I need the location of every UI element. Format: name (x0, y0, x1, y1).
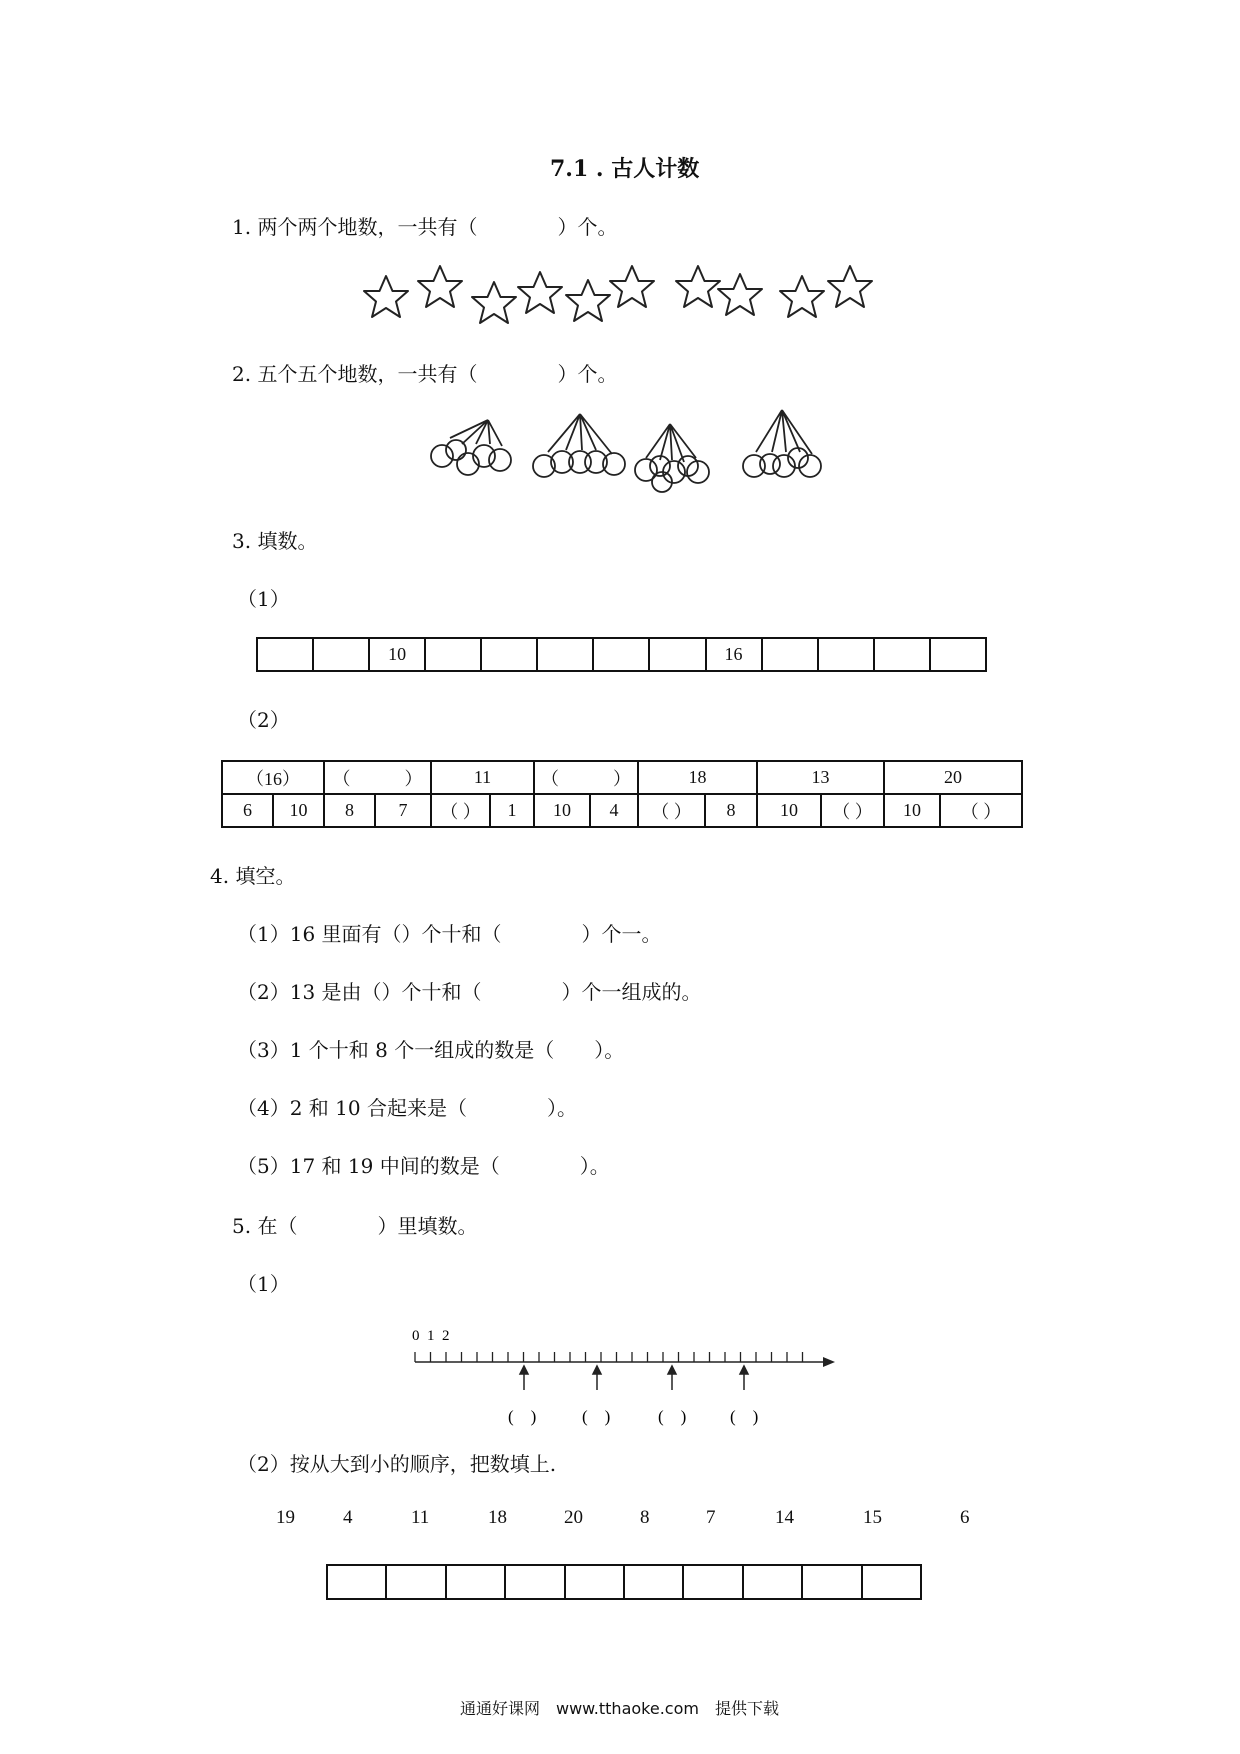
question-3-part-2-label: （2） (237, 708, 290, 732)
star-icon (828, 266, 872, 307)
number-line-label: 1 (427, 1328, 435, 1344)
answer-cell[interactable] (446, 1565, 505, 1599)
answer-cell[interactable] (565, 1565, 624, 1599)
question-4-item: （4）2 和 10 合起来是（ ）。 (237, 1096, 577, 1120)
answer-cell[interactable] (862, 1565, 921, 1599)
star-icon (610, 266, 654, 307)
sequence-cell: 10 (369, 638, 425, 671)
star-icon (780, 276, 824, 317)
composition-part-cell: 10 (273, 794, 324, 827)
composition-part-cell: 4 (590, 794, 638, 827)
number-line-label: 2 (442, 1328, 450, 1344)
sequence-cell[interactable] (537, 638, 593, 671)
composition-part-cell[interactable]: （ ） (431, 794, 490, 827)
number-line (410, 1322, 840, 1442)
cherry-bunch-icon (743, 410, 821, 477)
composition-total-cell[interactable]: （ ） (324, 761, 431, 794)
cherry-bunch-icon (431, 420, 511, 475)
answer-cell[interactable] (743, 1565, 802, 1599)
sequence-cell[interactable] (762, 638, 818, 671)
cherries-illustration (420, 410, 840, 510)
number-item: 11 (411, 1507, 430, 1528)
sequence-cell[interactable] (425, 638, 481, 671)
number-item: 7 (706, 1507, 716, 1528)
question-5-part-2: （2）按从大到小的顺序，把数填上. (237, 1452, 557, 1476)
number-line-blank[interactable]: ( ) (730, 1407, 759, 1426)
number-item: 4 (343, 1507, 353, 1528)
sequence-cell[interactable] (649, 638, 705, 671)
star-icon (566, 280, 610, 321)
sequence-cell[interactable] (313, 638, 369, 671)
composition-part-cell: 8 (705, 794, 757, 827)
sequence-cell[interactable] (930, 638, 986, 671)
number-item: 6 (960, 1507, 970, 1528)
question-5: 5. 在（ ）里填数。 (232, 1214, 478, 1238)
number-item: 14 (775, 1507, 794, 1528)
composition-part-cell: 8 (324, 794, 375, 827)
composition-total-cell: 20 (884, 761, 1022, 794)
composition-part-cell[interactable]: （ ） (638, 794, 705, 827)
question-2: 2. 五个五个地数，一共有（ ）个。 (232, 362, 618, 386)
star-icon (718, 274, 762, 315)
composition-part-cell: 6 (222, 794, 273, 827)
answer-cell[interactable] (505, 1565, 564, 1599)
number-item: 20 (564, 1507, 583, 1528)
page-footer: 通通好课网 www.tthaoke.com 提供下载 (460, 1699, 779, 1718)
number-composition-table (221, 760, 1023, 828)
number-sequence-table (256, 637, 987, 672)
composition-part-cell: 7 (375, 794, 431, 827)
sequence-cell[interactable] (874, 638, 930, 671)
number-item: 15 (863, 1507, 882, 1528)
stars-illustration (350, 262, 870, 342)
question-1: 1. 两个两个地数，一共有（ ）个。 (232, 215, 618, 239)
sequence-cell[interactable] (481, 638, 537, 671)
composition-part-cell: 1 (490, 794, 534, 827)
composition-total-cell: 11 (431, 761, 534, 794)
sequence-cell[interactable] (818, 638, 874, 671)
question-4-item: （2）13 是由（）个十和（ ）个一组成的。 (237, 980, 702, 1004)
composition-part-cell: 10 (757, 794, 821, 827)
number-line-label: 0 (412, 1328, 420, 1344)
number-line-blank[interactable]: ( ) (508, 1407, 537, 1426)
sequence-cell: 16 (706, 638, 762, 671)
cherry-bunch-icon (635, 424, 709, 492)
number-item: 19 (276, 1507, 295, 1528)
composition-total-cell: 18 (638, 761, 757, 794)
star-icon (518, 272, 562, 313)
star-icon (364, 276, 408, 317)
composition-part-cell: 10 (884, 794, 940, 827)
star-icon (676, 266, 720, 307)
answer-cell[interactable] (386, 1565, 445, 1599)
composition-part-cell: 10 (534, 794, 590, 827)
sequence-cell[interactable] (257, 638, 313, 671)
star-icon (418, 266, 462, 307)
question-4-item: （5）17 和 19 中间的数是（ ）。 (237, 1154, 610, 1178)
composition-part-cell[interactable]: （ ） (940, 794, 1022, 827)
answer-cell[interactable] (327, 1565, 386, 1599)
number-item: 18 (488, 1507, 507, 1528)
answer-cell[interactable] (683, 1565, 742, 1599)
question-5-part-1-label: （1） (237, 1272, 290, 1296)
answer-cell[interactable] (624, 1565, 683, 1599)
question-4-item: （3）1 个十和 8 个一组成的数是（ ）。 (237, 1038, 625, 1062)
number-line-blank[interactable]: ( ) (582, 1407, 611, 1426)
question-3: 3. 填数。 (232, 529, 318, 553)
answer-order-table (326, 1564, 922, 1600)
star-icon (472, 282, 516, 323)
composition-total-cell[interactable]: （ ） (534, 761, 638, 794)
composition-total-cell: 13 (757, 761, 884, 794)
page-title: 7.1 . 古人计数 (550, 156, 700, 182)
question-4: 4. 填空。 (210, 864, 296, 888)
answer-cell[interactable] (802, 1565, 861, 1599)
number-line-blank[interactable]: ( ) (658, 1407, 687, 1426)
question-3-part-1-label: （1） (237, 587, 290, 611)
composition-part-cell[interactable]: （ ） (821, 794, 884, 827)
composition-total-cell: （16） (222, 761, 324, 794)
sequence-cell[interactable] (593, 638, 649, 671)
cherry-bunch-icon (533, 414, 625, 477)
number-item: 8 (640, 1507, 650, 1528)
question-4-item: （1）16 里面有（）个十和（ ）个一。 (237, 922, 662, 946)
